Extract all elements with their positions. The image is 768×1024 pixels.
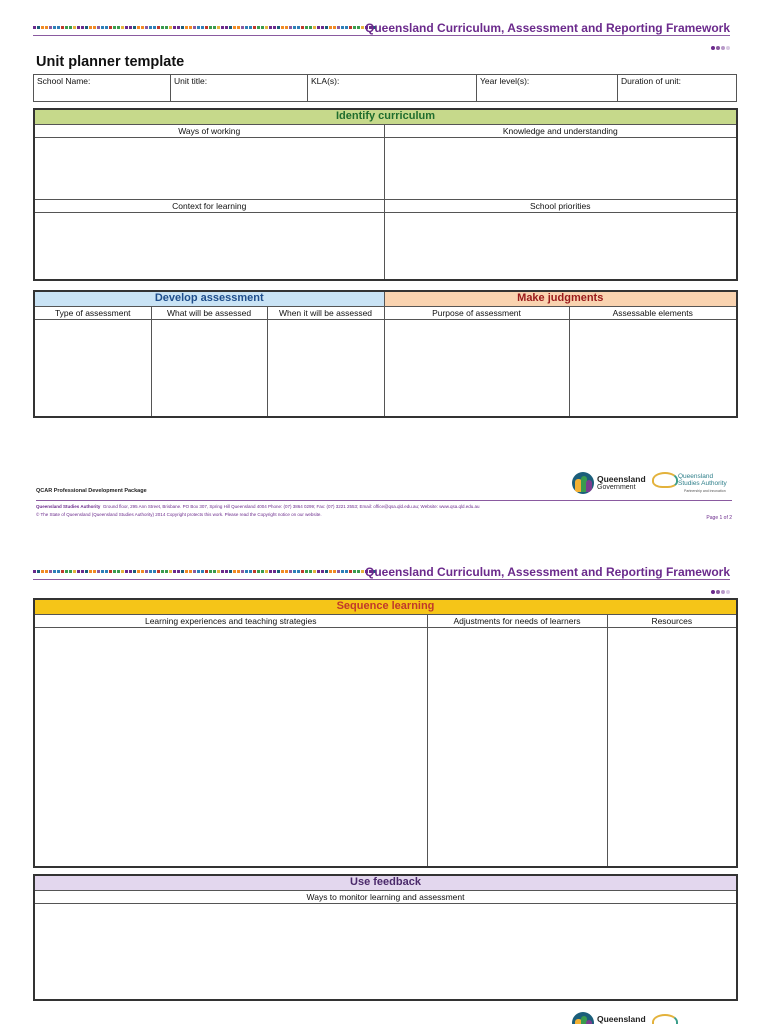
gov-logo-line1: Queensland — [597, 474, 646, 484]
gov-logo-line1-p2: Queensland — [597, 1014, 646, 1024]
knowledge-understanding-heading: Knowledge and understanding — [384, 124, 737, 137]
page-title: Unit planner template — [36, 54, 185, 70]
kla-field[interactable] — [308, 75, 477, 102]
footer-rule — [36, 500, 732, 501]
ways-to-monitor-heading: Ways to monitor learning and assessment — [34, 890, 737, 903]
footer-address: Ground floor, 295 Ann Street, Brisbane. PO Box 307, Spring Hill Queensland 4004 Phone: (07) 3864 0299; Fax: (07) 3221 2553; Email: office@qsa.qld.edu.au; Website: www.qsa.qld.edu.au — [102, 504, 480, 509]
what-assessed-heading: What will be assessed — [151, 306, 267, 319]
school-priorities-cell[interactable] — [384, 212, 737, 280]
resources-heading: Resources — [607, 614, 737, 627]
gov-logo-line2: Government — [597, 484, 636, 491]
queensland-government-logo — [572, 472, 644, 496]
header-underline — [33, 35, 730, 36]
purpose-of-assessment-cell[interactable] — [384, 319, 569, 417]
ways-of-working-cell[interactable] — [34, 137, 384, 199]
footer-copyright: © The State of Queensland (Queensland Studies Authority) 2014 Copyright protects this work. Please read the Copyright notice on our website. — [36, 512, 322, 517]
assessable-elements-cell[interactable] — [569, 319, 737, 417]
qsa-logo-line2: Studies Authority — [678, 480, 727, 487]
footer-package: QCAR Professional Development Package — [36, 488, 147, 494]
knowledge-understanding-cell[interactable] — [384, 137, 737, 199]
duration-label: Duration of unit: — [621, 76, 682, 86]
duration-field[interactable] — [618, 75, 737, 102]
type-of-assessment-cell[interactable] — [34, 319, 151, 417]
use-feedback-table — [33, 874, 738, 1001]
queensland-emblem-icon-p2 — [572, 1012, 594, 1024]
ways-to-monitor-cell[interactable] — [34, 903, 737, 1000]
make-judgments-header: Make judgments — [384, 291, 737, 306]
header-dot-pattern — [33, 26, 379, 38]
qsa-logo-tagline: Partnership and innovation — [684, 489, 726, 493]
qsa-swoosh-icon — [652, 472, 678, 488]
kla-label: KLA(s): — [311, 76, 340, 86]
resources-cell[interactable] — [607, 627, 737, 867]
qsa-swoosh-icon-p2 — [652, 1014, 678, 1024]
header-title: Queensland Curriculum, Assessment and Reporting Framework — [365, 21, 730, 35]
qsa-logo-p2 — [652, 1012, 734, 1024]
header-dot-pattern-p2 — [33, 570, 379, 582]
school-name-label: School Name: — [37, 76, 91, 86]
qsa-logo-line1: Queensland — [678, 473, 714, 480]
year-level-field[interactable] — [477, 75, 618, 102]
learning-experiences-cell[interactable] — [34, 627, 427, 867]
header-title-p2: Queensland Curriculum, Assessment and Reporting Framework — [365, 565, 730, 579]
assessable-elements-heading: Assessable elements — [569, 306, 737, 319]
footer-page-number: Page 1 of 2 — [706, 515, 732, 521]
header-dots-icon — [710, 37, 730, 55]
develop-assessment-header: Develop assessment — [34, 291, 384, 306]
queensland-emblem-icon — [572, 472, 594, 494]
sequence-learning-table — [33, 598, 738, 868]
identify-curriculum-header: Identify curriculum — [34, 109, 737, 124]
context-for-learning-heading: Context for learning — [34, 199, 384, 212]
school-name-field[interactable] — [34, 75, 171, 102]
queensland-government-logo-p2 — [572, 1012, 644, 1024]
adjustments-heading: Adjustments for needs of learners — [427, 614, 607, 627]
adjustments-cell[interactable] — [427, 627, 607, 867]
footer-org: Queensland Studies Authority — [36, 504, 101, 509]
qsa-logo — [652, 470, 734, 496]
use-feedback-header: Use feedback — [34, 875, 737, 890]
unit-title-label: Unit title: — [174, 76, 208, 86]
unit-details-table — [33, 74, 737, 102]
learning-experiences-heading: Learning experiences and teaching strategies — [34, 614, 427, 627]
school-priorities-heading: School priorities — [384, 199, 737, 212]
type-of-assessment-heading: Type of assessment — [34, 306, 151, 319]
assessment-judgments-table — [33, 290, 738, 418]
purpose-of-assessment-heading: Purpose of assessment — [384, 306, 569, 319]
identify-curriculum-table — [33, 108, 738, 281]
sequence-learning-header: Sequence learning — [34, 599, 737, 614]
what-assessed-cell[interactable] — [151, 319, 267, 417]
ways-of-working-heading: Ways of working — [34, 124, 384, 137]
header-underline-p2 — [33, 579, 730, 580]
header-dots-icon-p2 — [710, 581, 730, 599]
unit-title-field[interactable] — [171, 75, 308, 102]
year-level-label: Year level(s): — [480, 76, 530, 86]
when-assessed-heading: When it will be assessed — [267, 306, 384, 319]
context-for-learning-cell[interactable] — [34, 212, 384, 280]
when-assessed-cell[interactable] — [267, 319, 384, 417]
footer-address-line — [36, 504, 480, 509]
